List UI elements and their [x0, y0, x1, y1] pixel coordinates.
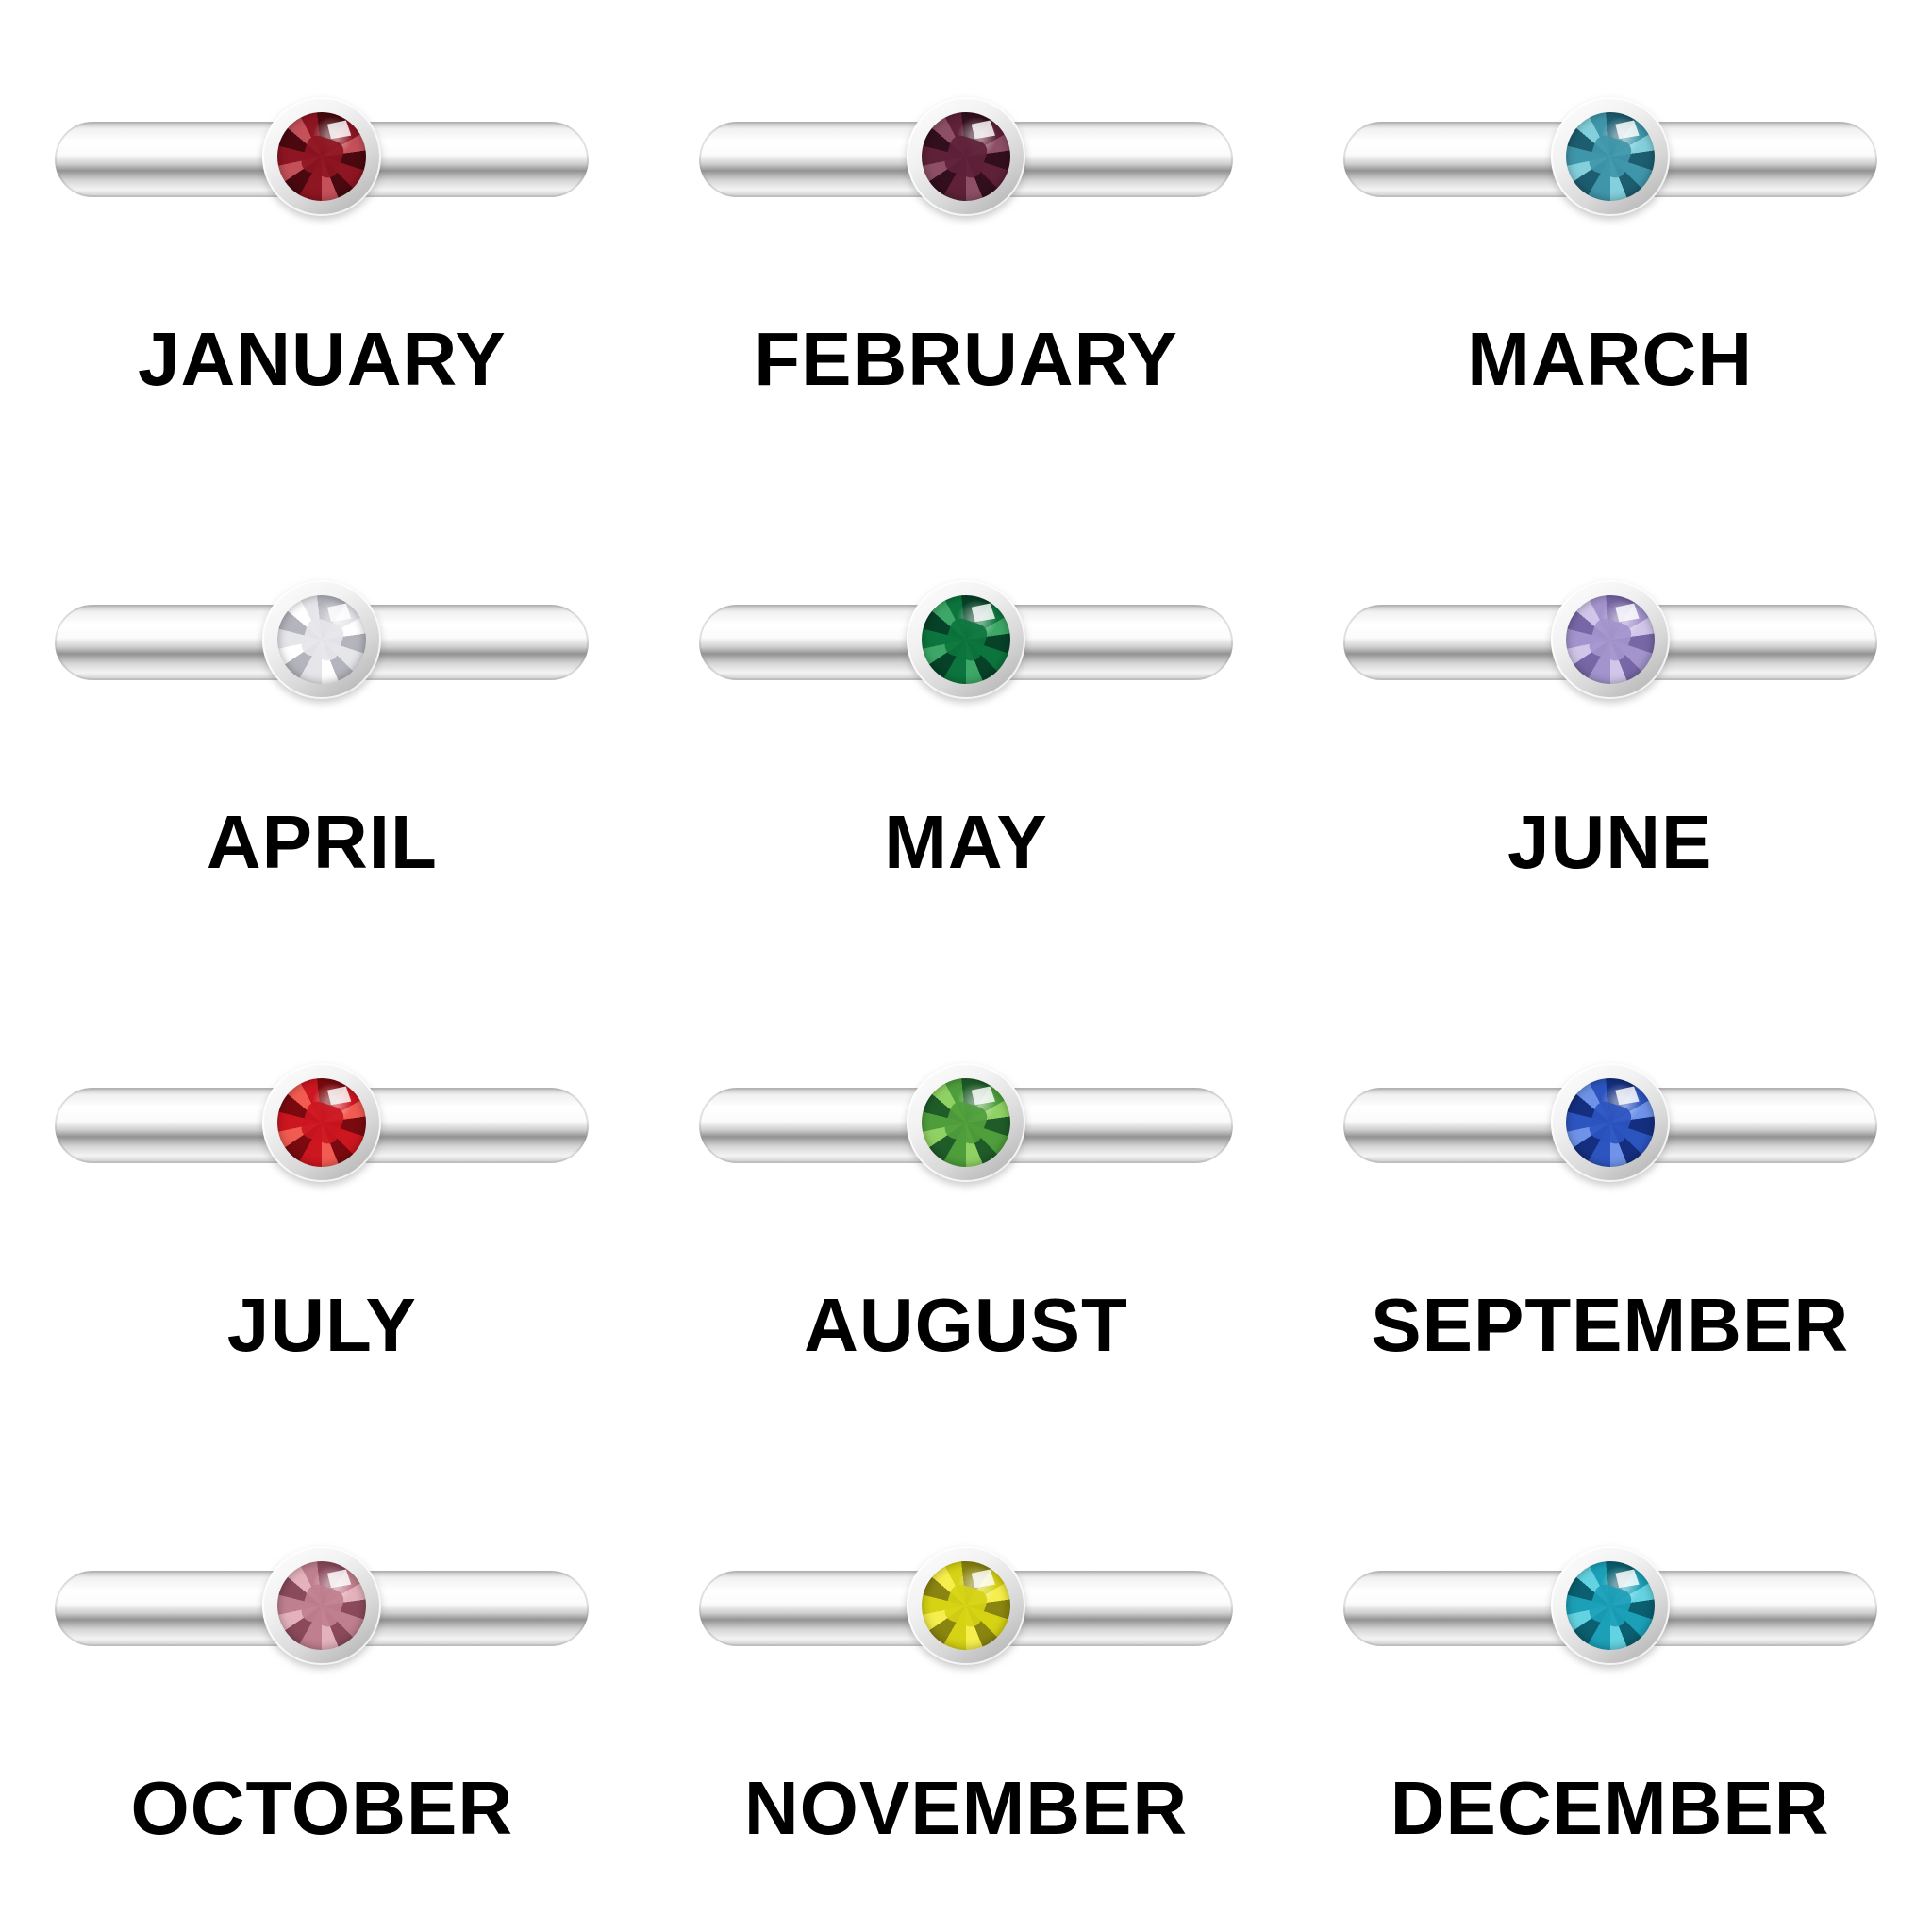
ring-photo [699, 569, 1233, 710]
month-label-july: JULY [226, 1283, 417, 1367]
birthstone-gem-icon-september [1566, 1078, 1655, 1167]
month-label-december: DECEMBER [1390, 1766, 1830, 1850]
month-label-november: NOVEMBER [743, 1766, 1189, 1850]
gem-bezel [907, 580, 1025, 699]
ring-item-march [1288, 0, 1932, 483]
month-label-september: SEPTEMBER [1371, 1283, 1850, 1367]
ring-item-may [644, 483, 1289, 966]
ring-photo [1343, 1052, 1877, 1193]
ring-photo [55, 1052, 589, 1193]
gem-bezel [907, 1063, 1025, 1182]
gem-bezel [1551, 1546, 1670, 1665]
month-label-october: OCTOBER [130, 1766, 514, 1850]
ring-item-july [0, 966, 644, 1449]
ring-photo [699, 1052, 1233, 1193]
month-label-january: JANUARY [137, 317, 507, 401]
birthstone-gem-icon-february [922, 112, 1010, 201]
ring-photo [1343, 86, 1877, 227]
month-label-march: MARCH [1467, 317, 1754, 401]
ring-item-june [1288, 483, 1932, 966]
ring-item-january [0, 0, 644, 483]
ring-photo [699, 1535, 1233, 1676]
gem-bezel [1551, 1063, 1670, 1182]
birthstone-gem-icon-march [1566, 112, 1655, 201]
ring-photo [1343, 1535, 1877, 1676]
birthstone-gem-icon-october [277, 1561, 366, 1650]
month-label-february: FEBRUARY [754, 317, 1178, 401]
gem-bezel [262, 97, 381, 216]
ring-item-november [644, 1449, 1289, 1932]
gem-bezel [262, 1063, 381, 1182]
birthstone-gem-icon-january [277, 112, 366, 201]
ring-photo [1343, 569, 1877, 710]
gem-bezel [907, 97, 1025, 216]
birthstone-gem-icon-may [922, 595, 1010, 684]
birthstone-gem-icon-december [1566, 1561, 1655, 1650]
month-label-june: JUNE [1507, 800, 1713, 884]
gem-bezel [262, 580, 381, 699]
ring-item-september [1288, 966, 1932, 1449]
birthstone-gem-icon-august [922, 1078, 1010, 1167]
ring-photo [699, 86, 1233, 227]
gem-bezel [262, 1546, 381, 1665]
birthstone-gem-icon-november [922, 1561, 1010, 1650]
ring-photo [55, 569, 589, 710]
ring-item-august [644, 966, 1289, 1449]
birthstone-gem-icon-july [277, 1078, 366, 1167]
ring-item-december [1288, 1449, 1932, 1932]
ring-photo [55, 86, 589, 227]
ring-item-february [644, 0, 1289, 483]
month-label-may: MAY [884, 800, 1048, 884]
birthstone-gem-icon-april [277, 595, 366, 684]
ring-item-april [0, 483, 644, 966]
gem-bezel [907, 1546, 1025, 1665]
month-label-april: APRIL [206, 800, 438, 884]
birthstone-gem-icon-june [1566, 595, 1655, 684]
gem-bezel [1551, 97, 1670, 216]
ring-item-october [0, 1449, 644, 1932]
ring-photo [55, 1535, 589, 1676]
month-label-august: AUGUST [804, 1283, 1128, 1367]
gem-bezel [1551, 580, 1670, 699]
